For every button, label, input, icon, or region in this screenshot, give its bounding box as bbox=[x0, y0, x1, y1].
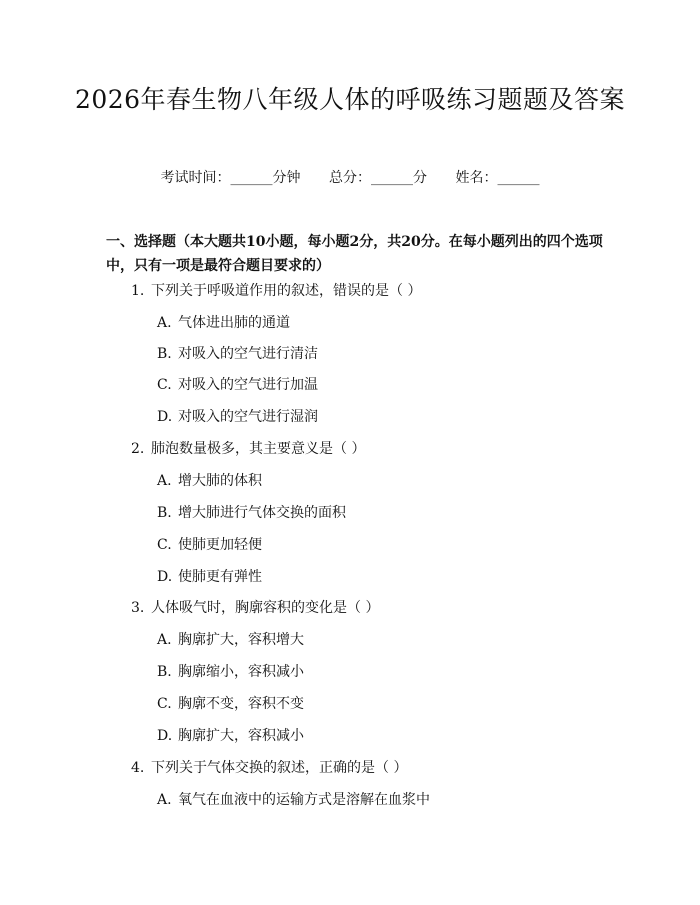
question-number: 4. bbox=[131, 760, 145, 776]
question-3-option-d bbox=[157, 726, 304, 746]
question-4-option-a bbox=[157, 790, 430, 810]
option-text: 使肺更有弹性 bbox=[178, 569, 262, 585]
question-2-option-a bbox=[157, 471, 262, 491]
question-1-option-a bbox=[157, 313, 290, 333]
option-letter: C. bbox=[157, 377, 172, 393]
option-text: 增大肺进行气体交换的面积 bbox=[178, 505, 346, 521]
question-3-option-c bbox=[157, 694, 304, 714]
total-score-field: 总分：______分 bbox=[329, 170, 427, 186]
section-heading: 一、选择题（本大题共10小题，每小题2分，共20分。在每小题列出的四个选项中，只有一项是最符合题目要求的） bbox=[106, 234, 603, 274]
option-text: 胸廓缩小，容积减小 bbox=[178, 664, 304, 680]
option-letter: B. bbox=[157, 664, 172, 680]
question-1-option-d bbox=[157, 407, 318, 427]
option-letter: B. bbox=[157, 505, 172, 521]
question-text: 下列关于呼吸道作用的叙述，错误的是（ ） bbox=[151, 283, 422, 299]
question-2-option-d bbox=[157, 567, 262, 587]
question-2 bbox=[131, 439, 365, 459]
option-letter: A. bbox=[157, 473, 172, 489]
question-4 bbox=[131, 758, 407, 778]
option-letter: D. bbox=[157, 569, 173, 585]
question-number: 2. bbox=[131, 441, 145, 457]
question-3-option-a bbox=[157, 630, 304, 650]
question-1 bbox=[131, 281, 421, 301]
exam-time-field: 考试时间：______分钟 bbox=[160, 170, 301, 186]
exam-meta-line bbox=[0, 168, 700, 188]
document-title: 2026年春生物八年级人体的呼吸练习题题及答案 bbox=[74, 85, 626, 114]
question-2-option-b bbox=[157, 503, 346, 523]
option-letter: A. bbox=[157, 632, 172, 648]
option-text: 胸廓扩大，容积减小 bbox=[178, 728, 304, 744]
question-text: 下列关于气体交换的叙述，正确的是（ ） bbox=[151, 760, 408, 776]
option-text: 对吸入的空气进行湿润 bbox=[178, 409, 318, 425]
option-letter: B. bbox=[157, 346, 172, 362]
question-3-option-b bbox=[157, 662, 304, 682]
option-text: 对吸入的空气进行清洁 bbox=[178, 346, 318, 362]
question-1-option-c bbox=[157, 375, 318, 395]
question-number: 1. bbox=[131, 283, 145, 299]
question-3 bbox=[131, 598, 379, 618]
question-text: 人体吸气时，胸廓容积的变化是（ ） bbox=[151, 600, 380, 616]
option-text: 使肺更加轻便 bbox=[178, 537, 262, 553]
option-text: 胸廓扩大，容积增大 bbox=[178, 632, 304, 648]
option-text: 增大肺的体积 bbox=[178, 473, 262, 489]
question-1-option-b bbox=[157, 344, 318, 364]
option-letter: C. bbox=[157, 696, 172, 712]
option-text: 胸廓不变，容积不变 bbox=[178, 696, 304, 712]
student-name-field: 姓名：______ bbox=[455, 170, 540, 186]
option-letter: D. bbox=[157, 409, 173, 425]
question-text: 肺泡数量极多，其主要意义是（ ） bbox=[151, 441, 366, 457]
option-text: 对吸入的空气进行加温 bbox=[178, 377, 318, 393]
option-letter: A. bbox=[157, 792, 172, 808]
option-letter: C. bbox=[157, 537, 172, 553]
option-text: 气体进出肺的通道 bbox=[178, 315, 290, 331]
option-letter: A. bbox=[157, 315, 172, 331]
question-number: 3. bbox=[131, 600, 145, 616]
option-letter: D. bbox=[157, 728, 173, 744]
option-text: 氧气在血液中的运输方式是溶解在血浆中 bbox=[178, 792, 430, 808]
question-2-option-c bbox=[157, 535, 262, 555]
